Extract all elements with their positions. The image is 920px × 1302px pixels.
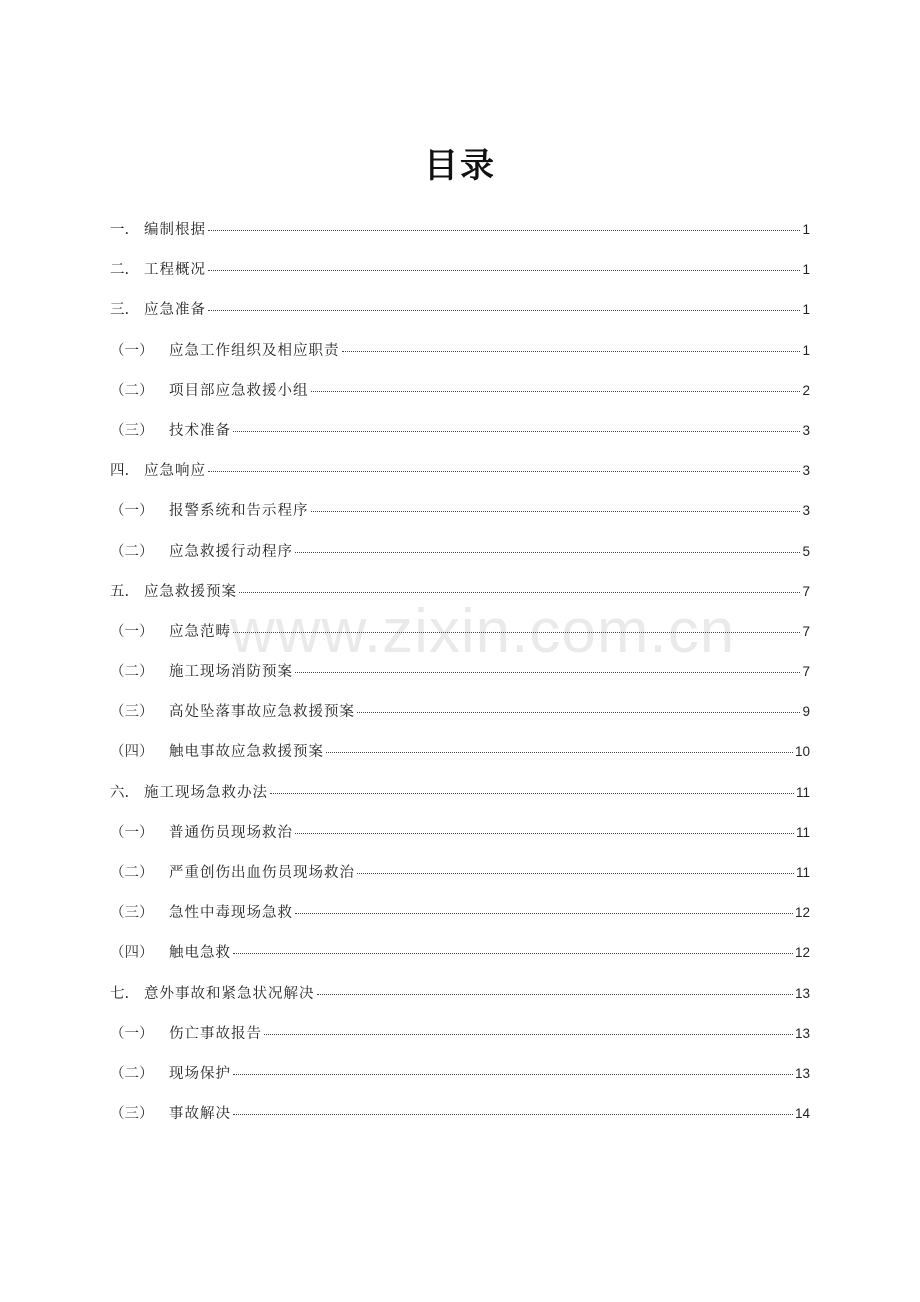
toc-dot-leader xyxy=(311,391,801,392)
toc-entry-page-number: 13 xyxy=(794,1025,810,1041)
toc-entry-page-number: 7 xyxy=(802,583,810,599)
toc-entry-page-number: 3 xyxy=(802,422,810,438)
toc-entry-number: （四） xyxy=(110,744,154,761)
toc-entry-label: 工程概况 xyxy=(144,262,206,279)
toc-dot-leader xyxy=(233,1114,793,1115)
toc-entry-label: 施工现场急救办法 xyxy=(144,784,268,801)
toc-entry-number: （二） xyxy=(110,1065,154,1082)
toc-entry[interactable] xyxy=(110,821,810,861)
toc-entry-label: 施工现场消防预案 xyxy=(169,664,293,681)
toc-entry[interactable] xyxy=(110,580,810,620)
toc-entry-label: 现场保护 xyxy=(169,1065,231,1082)
toc-entry[interactable] xyxy=(110,1022,810,1062)
toc-entry[interactable] xyxy=(110,218,810,258)
toc-dot-leader xyxy=(233,431,800,432)
toc-entry-number: （一） xyxy=(110,1025,154,1042)
toc-entry-number: 四. xyxy=(110,463,130,480)
toc-entry-number: （二） xyxy=(110,664,154,681)
toc-entry-label: 应急范畴 xyxy=(169,623,231,640)
toc-entry-page-number: 1 xyxy=(802,342,810,358)
toc-dot-leader xyxy=(208,270,800,271)
toc-entry[interactable] xyxy=(110,901,810,941)
toc-entry-number: （一） xyxy=(110,824,154,841)
toc-entry-page-number: 9 xyxy=(802,704,810,720)
toc-dot-leader xyxy=(357,873,794,874)
toc-entry[interactable] xyxy=(110,419,810,459)
toc-entry[interactable] xyxy=(110,339,810,379)
toc-dot-leader xyxy=(233,1074,793,1075)
toc-entry-page-number: 3 xyxy=(802,503,810,519)
toc-entry-number: （三） xyxy=(110,905,154,922)
toc-entry[interactable] xyxy=(110,379,810,419)
toc-entry[interactable] xyxy=(110,298,810,338)
toc-entry-page-number: 2 xyxy=(802,382,810,398)
toc-entry-number: （三） xyxy=(110,422,154,439)
toc-entry-number: （二） xyxy=(110,382,154,399)
toc-dot-leader xyxy=(208,230,800,231)
toc-entry-label: 意外事故和紧急状况解决 xyxy=(144,985,315,1002)
toc-dot-leader xyxy=(295,672,800,673)
toc-entry-page-number: 11 xyxy=(795,784,810,800)
toc-entry-page-number: 11 xyxy=(795,824,810,840)
toc-entry-label: 伤亡事故报告 xyxy=(169,1025,262,1042)
toc-entry-page-number: 14 xyxy=(794,1106,810,1122)
toc-entry-page-number: 12 xyxy=(794,945,810,961)
toc-entry-label: 报警系统和告示程序 xyxy=(169,503,309,520)
toc-entry-page-number: 7 xyxy=(802,664,810,680)
toc-entry[interactable] xyxy=(110,499,810,539)
toc-entry-page-number: 3 xyxy=(802,463,810,479)
toc-entry[interactable] xyxy=(110,861,810,901)
toc-dot-leader xyxy=(311,511,801,512)
toc-entry-number: （二） xyxy=(110,543,154,560)
toc-entry-number: （一） xyxy=(110,342,154,359)
toc-entry-number: （三） xyxy=(110,1106,154,1123)
toc-entry[interactable] xyxy=(110,700,810,740)
toc-entry-number: （四） xyxy=(110,945,154,962)
toc-entry-page-number: 1 xyxy=(802,302,810,318)
toc-entry-label: 技术准备 xyxy=(169,422,231,439)
toc-dot-leader xyxy=(208,310,800,311)
table-of-contents xyxy=(110,218,810,1142)
page-title: 目录 xyxy=(424,146,496,186)
toc-entry[interactable] xyxy=(110,660,810,700)
toc-entry[interactable] xyxy=(110,459,810,499)
toc-entry[interactable] xyxy=(110,258,810,298)
toc-dot-leader xyxy=(326,752,793,753)
toc-dot-leader xyxy=(239,592,800,593)
toc-entry-page-number: 1 xyxy=(802,222,810,237)
toc-dot-leader xyxy=(295,552,800,553)
toc-entry-page-number: 11 xyxy=(795,865,810,880)
toc-entry-label: 应急准备 xyxy=(144,302,206,319)
toc-entry-page-number: 5 xyxy=(802,543,810,559)
toc-entry-label: 事故解决 xyxy=(169,1106,231,1123)
toc-entry-number: 二. xyxy=(110,262,130,279)
toc-dot-leader xyxy=(317,994,793,995)
toc-dot-leader xyxy=(270,793,794,794)
toc-entry[interactable] xyxy=(110,1062,810,1102)
toc-dot-leader xyxy=(295,913,793,914)
toc-entry[interactable] xyxy=(110,781,810,821)
toc-entry-page-number: 1 xyxy=(802,262,810,278)
toc-entry-number: 一. xyxy=(110,222,130,238)
toc-entry-label: 触电事故应急救援预案 xyxy=(169,744,324,761)
toc-entry-page-number: 13 xyxy=(794,985,810,1001)
toc-entry-number: （二） xyxy=(110,865,154,881)
toc-entry-number: （三） xyxy=(110,704,154,721)
toc-entry-page-number: 12 xyxy=(794,905,810,921)
toc-entry-label: 严重创伤出血伤员现场救治 xyxy=(169,865,355,881)
toc-entry-number: （一） xyxy=(110,503,154,520)
toc-entry[interactable] xyxy=(110,1102,810,1142)
toc-entry-label: 触电急救 xyxy=(169,945,231,962)
toc-entry-label: 应急响应 xyxy=(144,463,206,480)
toc-entry[interactable] xyxy=(110,740,810,780)
toc-entry[interactable] xyxy=(110,540,810,580)
toc-entry-number: 五. xyxy=(110,583,130,600)
toc-entry-number: 七. xyxy=(110,985,130,1002)
toc-entry-page-number: 7 xyxy=(802,623,810,639)
toc-dot-leader xyxy=(233,632,800,633)
toc-entry-number: 六. xyxy=(110,784,130,801)
toc-entry-page-number: 10 xyxy=(794,744,810,760)
toc-entry-label: 项目部应急救援小组 xyxy=(169,382,309,399)
toc-dot-leader xyxy=(342,351,801,352)
toc-entry-label: 编制根据 xyxy=(144,222,206,238)
toc-entry-label: 应急工作组织及相应职责 xyxy=(169,342,340,359)
watermark-text: www.zixin.com.cn xyxy=(230,597,736,666)
toc-dot-leader xyxy=(295,833,794,834)
toc-dot-leader xyxy=(264,1034,793,1035)
toc-entry-label: 急性中毒现场急救 xyxy=(169,905,293,922)
toc-entry-number: （一） xyxy=(110,623,154,640)
toc-entry[interactable] xyxy=(110,620,810,660)
toc-entry[interactable] xyxy=(110,941,810,981)
toc-dot-leader xyxy=(233,953,793,954)
toc-dot-leader xyxy=(208,471,800,472)
toc-entry-page-number: 13 xyxy=(794,1065,810,1081)
toc-entry[interactable] xyxy=(110,982,810,1022)
toc-entry-label: 应急救援预案 xyxy=(144,583,237,600)
toc-entry-label: 高处坠落事故应急救援预案 xyxy=(169,704,355,721)
toc-entry-label: 普通伤员现场救治 xyxy=(169,824,293,841)
toc-entry-number: 三. xyxy=(110,302,130,319)
toc-entry-label: 应急救援行动程序 xyxy=(169,543,293,560)
toc-dot-leader xyxy=(357,712,800,713)
